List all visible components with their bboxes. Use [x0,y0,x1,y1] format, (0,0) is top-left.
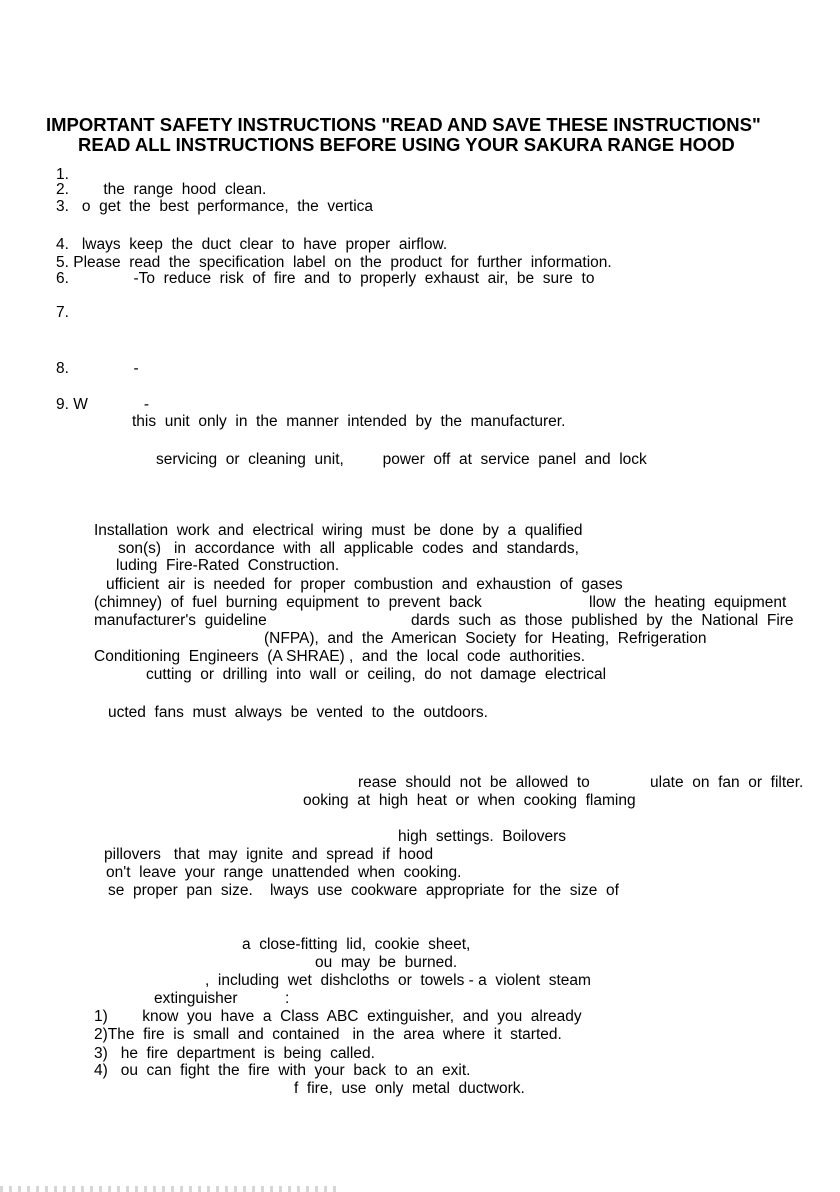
text-line: (chimney) of fuel burning equipment to prevent back [94,594,482,611]
text-line: ooking at high heat or when cooking flaming [303,792,636,809]
text-line: Installation work and electrical wiring must be done by a qualified [94,522,583,539]
text-line: 6. -To reduce risk of fire and to properly exhaust air, be sure to [56,270,595,287]
text-line: 4. lways keep the duct clear to have proper airflow. [56,236,448,253]
text-line: a close-fitting lid, cookie sheet, [242,936,471,953]
text-line: rease should not be allowed to [358,774,590,791]
text-line: 5. Please read the specification label on the product for further information. [56,254,612,271]
text-line: on't leave your range unattended when cooking. [106,864,462,881]
text-line: f fire, use only metal ductwork. [294,1080,525,1097]
page-title-line-1: IMPORTANT SAFETY INSTRUCTIONS "READ AND SAVE THESE INSTRUCTIONS" [46,114,761,135]
text-line: 3) he fire department is being called. [94,1045,375,1062]
text-line: 1) know you have a Class ABC extinguisher, and you already [94,1008,582,1025]
text-line: 2)The fire is small and contained in the area where it started. [94,1026,562,1043]
text-line: (NFPA), and the American Society for Heating, Refrigeration [264,630,707,647]
text-line: 8. - [56,360,139,377]
text-line: , including wet dishcloths or towels - a violent steam [205,972,591,989]
text-line: 3. o get the best performance, the vertica [56,198,374,215]
text-line: son(s) in accordance with all applicable codes and standards, [118,540,579,557]
text-line: 7. [56,304,69,321]
text-line: pillovers that may ignite and spread if hood [104,846,434,863]
text-line: 9. W - [56,396,150,413]
text-line: 2. the range hood clean. [56,181,267,198]
text-line: se proper pan size. lways use cookware appropriate for the size of [108,882,619,899]
text-line: ulate on fan or filter. [650,774,804,791]
text-line: extinguisher : [154,990,290,1007]
text-line: ou may be burned. [315,954,458,971]
text-line: luding Fire-Rated Construction. [116,557,340,574]
text-line: servicing or cleaning unit, power off at service panel and lock [156,451,647,468]
text-line: llow the heating equipment [589,594,787,611]
text-line: 1. [56,166,69,183]
text-line: Conditioning Engineers (A SHRAE) , and the local code authorities. [94,648,586,665]
text-line: dards such as those published by the National Fire [411,612,794,629]
scan-artifact [0,1186,340,1192]
page-title-line-2: READ ALL INSTRUCTIONS BEFORE USING YOUR SAKURA RANGE HOOD [78,134,735,155]
text-line: 4) ou can fight the fire with your back to an exit. [94,1062,471,1079]
text-line: ufficient air is needed for proper combustion and exhaustion of gases [106,576,623,593]
text-line: manufacturer's guideline [94,612,267,629]
text-line: cutting or drilling into wall or ceiling, do not damage electrical [146,666,607,683]
text-line: this unit only in the manner intended by the manufacturer. [132,413,566,430]
text-line: high settings. Boilovers [398,828,567,845]
text-line: ucted fans must always be vented to the outdoors. [108,704,488,721]
